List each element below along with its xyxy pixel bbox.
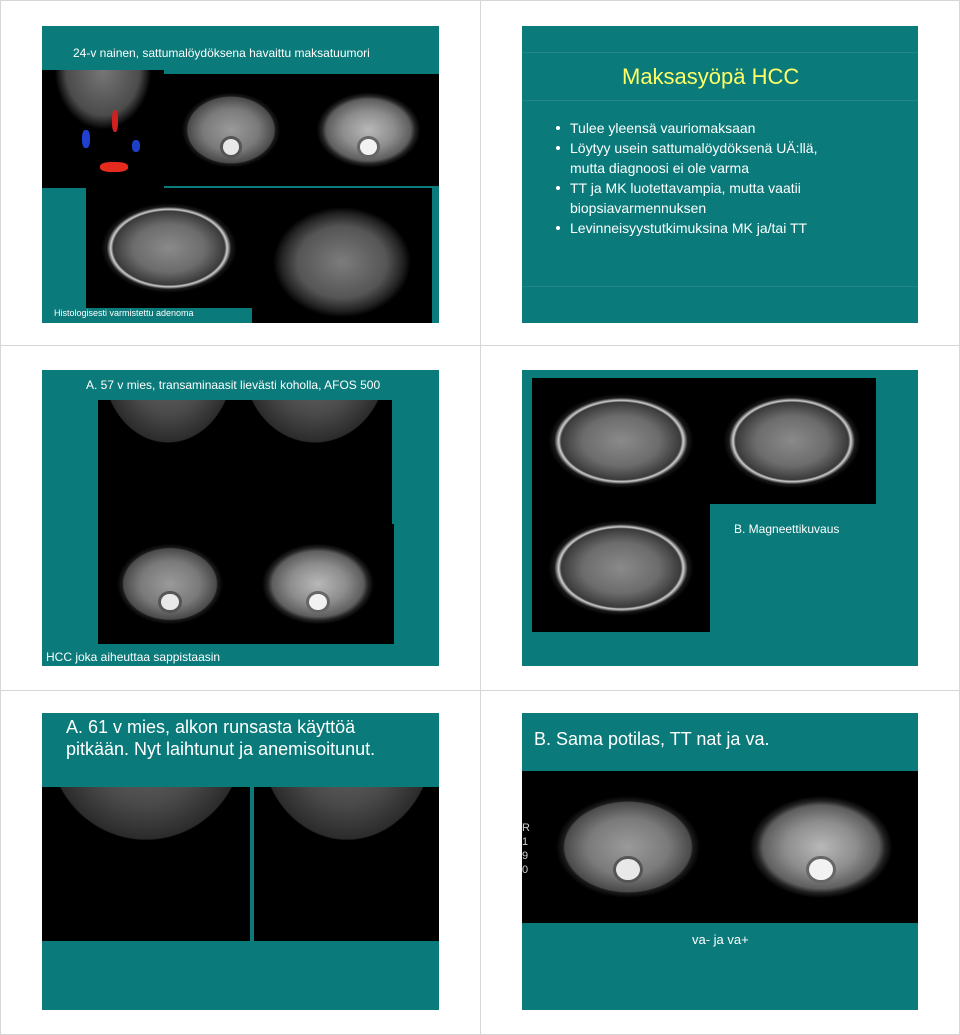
bullet-continuation: biopsiavarmennuksen — [570, 200, 707, 216]
slide-title: A. 57 v mies, transaminaasit lievästi koholla, AFOS 500 — [86, 378, 381, 392]
slide-caption: HCC joka aiheuttaa sappistaasin — [46, 650, 221, 664]
slide-caption: Histologisesti varmistettu adenoma — [54, 308, 194, 318]
slide-caption: B. Magneettikuvaus — [734, 522, 840, 536]
mri-image — [532, 504, 710, 632]
slide-hcc-case-a — [42, 370, 439, 666]
ct-panel — [522, 771, 918, 923]
bullet-item: Levinneisyystutkimuksina MK ja/tai TT — [554, 218, 817, 238]
mri-coronal-image — [252, 188, 432, 323]
bullet-item: Löytyy usein sattumalöydöksenä UÄ:llä, — [554, 138, 817, 158]
slide-title-line-2: pitkään. Nyt laihtunut ja anemisoitunut. — [66, 739, 376, 759]
slide-title: 24-v nainen, sattumalöydöksena havaittu maksatuumori — [73, 46, 370, 60]
mri-image — [708, 378, 876, 504]
ultrasound-image — [254, 787, 439, 941]
slide-hcc-overview — [522, 26, 918, 323]
ct-image — [242, 524, 394, 644]
mri-image — [86, 188, 252, 308]
bullet-continuation: mutta diagnoosi ei ole varma — [570, 160, 749, 176]
bullet-list — [554, 118, 817, 238]
ct-image — [530, 771, 726, 923]
slide-title: Maksasyöpä HCC — [622, 64, 800, 89]
ct-image — [298, 74, 439, 186]
slide-adenoma — [42, 26, 439, 323]
slide-ct-nat-va — [522, 713, 918, 1010]
ultrasound-image — [238, 400, 392, 524]
doppler-ultrasound-image — [42, 70, 164, 188]
ultrasound-image — [98, 400, 238, 524]
ct-side-label: R 1 9 0 — [522, 822, 530, 876]
bullet-item: TT ja MK luotettavampia, mutta vaatii — [554, 178, 817, 198]
ct-image — [98, 524, 242, 644]
bullet-item: Tulee yleensä vauriomaksaan — [554, 118, 817, 138]
slide-mri — [522, 370, 918, 666]
mri-image — [532, 378, 710, 504]
slide-hcc-case-b — [42, 713, 439, 1010]
ct-image — [164, 74, 298, 186]
slide-caption: va- ja va+ — [692, 932, 749, 947]
ct-image — [724, 771, 918, 923]
slide-title: B. Sama potilas, TT nat ja va. — [534, 729, 770, 749]
slide-title-line-1: A. 61 v mies, alkon runsasta käyttöä — [66, 717, 356, 737]
ultrasound-image — [42, 787, 250, 941]
